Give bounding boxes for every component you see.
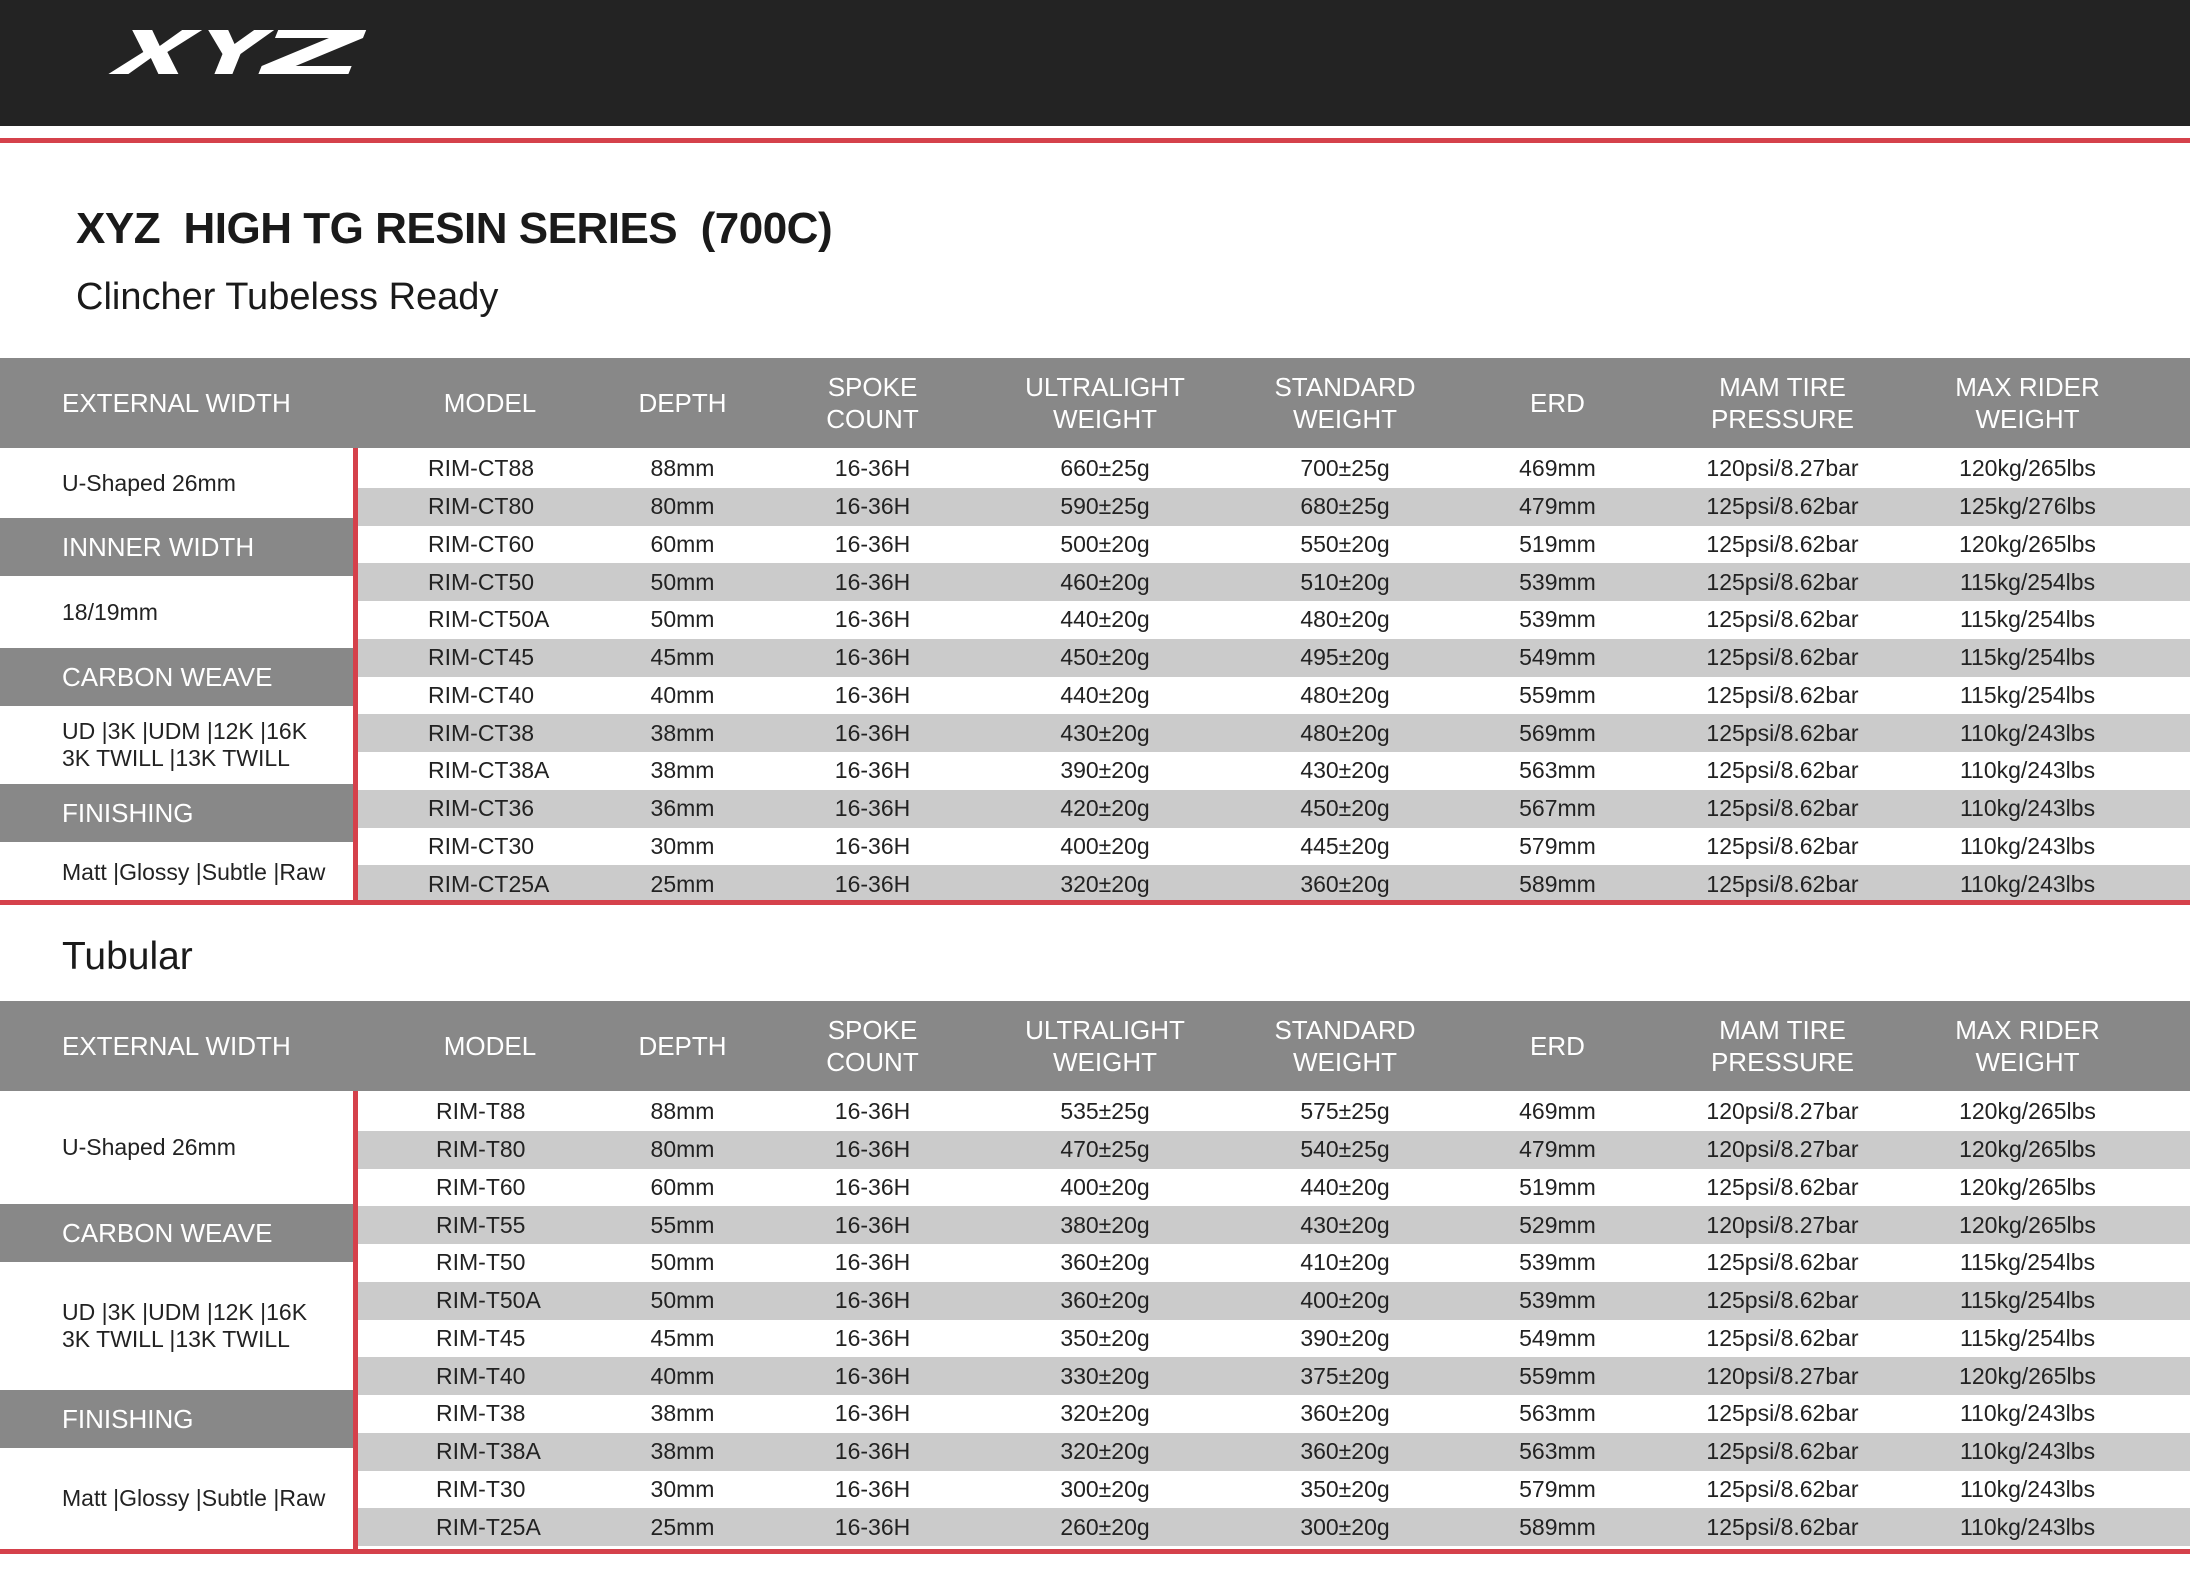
cell-standard-weight: 440±20g xyxy=(1300,1173,1390,1200)
cell-depth: 88mm xyxy=(650,1098,715,1125)
cell-ultralight-weight: 460±20g xyxy=(1060,568,1150,595)
cell-ultralight-weight: 450±20g xyxy=(1060,644,1150,671)
cell-max-rider-weight: 110kg/243lbs xyxy=(1959,1438,2096,1465)
col-standard-weight: STANDARD WEIGHT xyxy=(1274,1015,1416,1077)
cell-erd: 539mm xyxy=(1519,606,1596,633)
cell-erd: 479mm xyxy=(1519,1136,1596,1163)
table-row xyxy=(358,639,2190,677)
cell-spoke-count: 16-36H xyxy=(834,644,911,671)
cell-depth: 40mm xyxy=(650,681,715,708)
finishing-value: Matt |Glossy |Subtle |Raw xyxy=(0,842,353,903)
table-row xyxy=(358,1320,2190,1358)
cell-erd: 563mm xyxy=(1519,1438,1596,1465)
cell-standard-weight: 550±20g xyxy=(1300,530,1390,557)
col-ultralight-weight: ULTRALIGHT WEIGHT xyxy=(1025,372,1185,434)
cell-standard-weight: 680±25g xyxy=(1300,493,1390,520)
cell-spoke-count: 16-36H xyxy=(834,493,911,520)
cell-model: RIM-CT80 xyxy=(428,493,535,520)
carbon-weave-label: CARBON WEAVE xyxy=(0,648,353,706)
cell-ultralight-weight: 360±20g xyxy=(1060,1287,1150,1314)
col-max-rider-weight: MAX RIDER WEIGHT xyxy=(1955,1015,2100,1077)
table-row xyxy=(358,1508,2190,1546)
carbon-weave-value: UD |3K |UDM |12K |16K 3K TWILL |13K TWILL xyxy=(0,1262,353,1390)
cell-ultralight-weight: 380±20g xyxy=(1060,1211,1150,1238)
cell-depth: 60mm xyxy=(650,530,715,557)
cell-spoke-count: 16-36H xyxy=(834,719,911,746)
cell-mam-tire-pressure: 125psi/8.62bar xyxy=(1706,1400,1859,1427)
cell-ultralight-weight: 360±20g xyxy=(1060,1249,1150,1276)
cell-standard-weight: 400±20g xyxy=(1300,1287,1390,1314)
cell-mam-tire-pressure: 125psi/8.62bar xyxy=(1706,530,1859,557)
spec-sidebar xyxy=(0,1091,353,1549)
cell-model: RIM-CT38A xyxy=(428,757,550,784)
cell-erd: 539mm xyxy=(1519,568,1596,595)
cell-spoke-count: 16-36H xyxy=(834,1475,911,1502)
cell-spoke-count: 16-36H xyxy=(834,1249,911,1276)
spec-sidebar xyxy=(0,448,353,903)
cell-depth: 45mm xyxy=(650,1324,715,1351)
cell-depth: 38mm xyxy=(650,757,715,784)
cell-ultralight-weight: 320±20g xyxy=(1060,1400,1150,1427)
page-title: XYZ HIGH TG RESIN SERIES (700C) xyxy=(76,204,833,253)
cell-max-rider-weight: 110kg/243lbs xyxy=(1959,1513,2096,1540)
col-spoke-count: SPOKE COUNT xyxy=(826,1015,919,1077)
cell-max-rider-weight: 115kg/254lbs xyxy=(1959,606,2096,633)
col-erd: ERD xyxy=(1530,388,1585,418)
col-mam-tire-pressure: MAM TIRE PRESSURE xyxy=(1710,1015,1855,1077)
cell-depth: 38mm xyxy=(650,719,715,746)
cell-mam-tire-pressure: 125psi/8.62bar xyxy=(1706,1475,1859,1502)
cell-model: RIM-T50 xyxy=(436,1249,526,1276)
brand-header-bar xyxy=(0,0,2190,126)
cell-spoke-count: 16-36H xyxy=(834,568,911,595)
col-external-width: EXTERNAL WIDTH xyxy=(62,388,291,418)
cell-erd: 479mm xyxy=(1519,493,1596,520)
cell-ultralight-weight: 535±25g xyxy=(1060,1098,1150,1125)
inner-width-value: 18/19mm xyxy=(0,576,353,648)
cell-spoke-count: 16-36H xyxy=(834,795,911,822)
cell-erd: 569mm xyxy=(1519,719,1596,746)
cell-max-rider-weight: 110kg/243lbs xyxy=(1959,870,2096,897)
table-row xyxy=(358,526,2190,564)
cell-ultralight-weight: 440±20g xyxy=(1060,681,1150,708)
cell-mam-tire-pressure: 125psi/8.62bar xyxy=(1706,1287,1859,1314)
cell-ultralight-weight: 390±20g xyxy=(1060,757,1150,784)
cell-ultralight-weight: 350±20g xyxy=(1060,1324,1150,1351)
cell-max-rider-weight: 115kg/254lbs xyxy=(1959,681,2096,708)
cell-model: RIM-T88 xyxy=(436,1098,526,1125)
clincher-spec-table xyxy=(0,358,2190,903)
cell-erd: 589mm xyxy=(1519,1513,1596,1540)
carbon-weave-value: UD |3K |UDM |12K |16K 3K TWILL |13K TWILL xyxy=(0,706,353,784)
table-row xyxy=(358,601,2190,639)
cell-standard-weight: 700±25g xyxy=(1300,455,1390,482)
cell-erd: 579mm xyxy=(1519,832,1596,859)
cell-mam-tire-pressure: 125psi/8.62bar xyxy=(1706,1324,1859,1351)
cell-spoke-count: 16-36H xyxy=(834,1136,911,1163)
cell-mam-tire-pressure: 125psi/8.62bar xyxy=(1706,1249,1859,1276)
cell-ultralight-weight: 260±20g xyxy=(1060,1513,1150,1540)
cell-depth: 60mm xyxy=(650,1173,715,1200)
cell-erd: 469mm xyxy=(1519,455,1596,482)
cell-standard-weight: 360±20g xyxy=(1300,870,1390,897)
cell-spoke-count: 16-36H xyxy=(834,681,911,708)
cell-spoke-count: 16-36H xyxy=(834,455,911,482)
cell-depth: 50mm xyxy=(650,568,715,595)
cell-ultralight-weight: 440±20g xyxy=(1060,606,1150,633)
cell-mam-tire-pressure: 125psi/8.62bar xyxy=(1706,681,1859,708)
cell-ultralight-weight: 500±20g xyxy=(1060,530,1150,557)
cell-erd: 559mm xyxy=(1519,1362,1596,1389)
cell-depth: 80mm xyxy=(650,1136,715,1163)
cell-standard-weight: 480±20g xyxy=(1300,719,1390,746)
cell-erd: 519mm xyxy=(1519,530,1596,557)
cell-spoke-count: 16-36H xyxy=(834,1362,911,1389)
cell-mam-tire-pressure: 120psi/8.27bar xyxy=(1706,1136,1859,1163)
cell-standard-weight: 430±20g xyxy=(1300,1211,1390,1238)
cell-mam-tire-pressure: 125psi/8.62bar xyxy=(1706,493,1859,520)
cell-standard-weight: 540±25g xyxy=(1300,1136,1390,1163)
cell-depth: 88mm xyxy=(650,455,715,482)
col-external-width: EXTERNAL WIDTH xyxy=(62,1031,291,1061)
tubular-spec-table xyxy=(0,1001,2190,1549)
cell-ultralight-weight: 420±20g xyxy=(1060,795,1150,822)
cell-model: RIM-T80 xyxy=(436,1136,526,1163)
col-depth: DEPTH xyxy=(638,1031,727,1061)
cell-depth: 50mm xyxy=(650,1249,715,1276)
cell-ultralight-weight: 400±20g xyxy=(1060,1173,1150,1200)
cell-mam-tire-pressure: 125psi/8.62bar xyxy=(1706,644,1859,671)
inner-width-label: INNNER WIDTH xyxy=(0,518,353,576)
cell-model: RIM-T45 xyxy=(436,1324,526,1351)
cell-depth: 25mm xyxy=(650,1513,715,1540)
cell-model: RIM-T60 xyxy=(436,1173,526,1200)
cell-model: RIM-T38 xyxy=(436,1400,526,1427)
cell-model: RIM-CT30 xyxy=(428,832,535,859)
cell-mam-tire-pressure: 125psi/8.62bar xyxy=(1706,795,1859,822)
table-row xyxy=(358,828,2190,866)
cell-erd: 549mm xyxy=(1519,644,1596,671)
cell-model: RIM-CT40 xyxy=(428,681,535,708)
cell-depth: 45mm xyxy=(650,644,715,671)
col-max-rider-weight: MAX RIDER WEIGHT xyxy=(1955,372,2100,434)
cell-max-rider-weight: 115kg/254lbs xyxy=(1959,644,2096,671)
cell-erd: 563mm xyxy=(1519,1400,1596,1427)
table-row xyxy=(358,1433,2190,1471)
cell-ultralight-weight: 470±25g xyxy=(1060,1136,1150,1163)
cell-standard-weight: 350±20g xyxy=(1300,1475,1390,1502)
cell-ultralight-weight: 330±20g xyxy=(1060,1362,1150,1389)
cell-mam-tire-pressure: 125psi/8.62bar xyxy=(1706,568,1859,595)
cell-max-rider-weight: 120kg/265lbs xyxy=(1959,1098,2096,1125)
table-row xyxy=(358,488,2190,526)
finishing-label: FINISHING xyxy=(0,1390,353,1448)
cell-model: RIM-T55 xyxy=(436,1211,526,1238)
header-divider-line xyxy=(0,138,2190,143)
cell-spoke-count: 16-36H xyxy=(834,1173,911,1200)
cell-spoke-count: 16-36H xyxy=(834,1400,911,1427)
table-row xyxy=(358,865,2190,903)
cell-max-rider-weight: 110kg/243lbs xyxy=(1959,1475,2096,1502)
cell-mam-tire-pressure: 120psi/8.27bar xyxy=(1706,1211,1859,1238)
cell-standard-weight: 360±20g xyxy=(1300,1400,1390,1427)
cell-max-rider-weight: 120kg/265lbs xyxy=(1959,1362,2096,1389)
cell-depth: 50mm xyxy=(650,1287,715,1314)
cell-standard-weight: 480±20g xyxy=(1300,606,1390,633)
cell-max-rider-weight: 120kg/265lbs xyxy=(1959,1173,2096,1200)
cell-ultralight-weight: 300±20g xyxy=(1060,1475,1150,1502)
table-row xyxy=(358,450,2190,488)
cell-mam-tire-pressure: 120psi/8.27bar xyxy=(1706,455,1859,482)
col-depth: DEPTH xyxy=(638,388,727,418)
cell-max-rider-weight: 115kg/254lbs xyxy=(1959,1249,2096,1276)
cell-erd: 529mm xyxy=(1519,1211,1596,1238)
finishing-value: Matt |Glossy |Subtle |Raw xyxy=(0,1448,353,1549)
cell-standard-weight: 410±20g xyxy=(1300,1249,1390,1276)
cell-spoke-count: 16-36H xyxy=(834,832,911,859)
footer-divider-line xyxy=(0,1549,2190,1554)
col-standard-weight: STANDARD WEIGHT xyxy=(1274,372,1416,434)
cell-erd: 539mm xyxy=(1519,1249,1596,1276)
cell-mam-tire-pressure: 120psi/8.27bar xyxy=(1706,1362,1859,1389)
cell-depth: 38mm xyxy=(650,1438,715,1465)
cell-model: RIM-CT25A xyxy=(428,870,550,897)
cell-max-rider-weight: 115kg/254lbs xyxy=(1959,1324,2096,1351)
cell-model: RIM-CT45 xyxy=(428,644,535,671)
section-divider-line xyxy=(0,900,2190,905)
table-row xyxy=(358,677,2190,715)
cell-standard-weight: 445±20g xyxy=(1300,832,1390,859)
cell-mam-tire-pressure: 125psi/8.62bar xyxy=(1706,832,1859,859)
col-model: MODEL xyxy=(443,1031,537,1061)
cell-erd: 567mm xyxy=(1519,795,1596,822)
cell-mam-tire-pressure: 125psi/8.62bar xyxy=(1706,757,1859,784)
cell-ultralight-weight: 660±25g xyxy=(1060,455,1150,482)
cell-standard-weight: 450±20g xyxy=(1300,795,1390,822)
cell-erd: 589mm xyxy=(1519,870,1596,897)
table-header xyxy=(0,1001,2190,1091)
cell-depth: 25mm xyxy=(650,870,715,897)
cell-depth: 55mm xyxy=(650,1211,715,1238)
table-header xyxy=(0,358,2190,448)
cell-standard-weight: 430±20g xyxy=(1300,757,1390,784)
table-row xyxy=(358,1206,2190,1244)
cell-ultralight-weight: 590±25g xyxy=(1060,493,1150,520)
cell-model: RIM-CT38 xyxy=(428,719,535,746)
xyz-logo xyxy=(105,28,370,76)
cell-ultralight-weight: 320±20g xyxy=(1060,870,1150,897)
page-subtitle: Clincher Tubeless Ready xyxy=(76,276,499,318)
cell-mam-tire-pressure: 120psi/8.27bar xyxy=(1706,1098,1859,1125)
table-row xyxy=(358,714,2190,752)
cell-depth: 40mm xyxy=(650,1362,715,1389)
cell-erd: 579mm xyxy=(1519,1475,1596,1502)
cell-standard-weight: 390±20g xyxy=(1300,1324,1390,1351)
table-row xyxy=(358,1395,2190,1433)
cell-spoke-count: 16-36H xyxy=(834,1098,911,1125)
table-row xyxy=(358,752,2190,790)
cell-erd: 563mm xyxy=(1519,757,1596,784)
col-model: MODEL xyxy=(443,388,537,418)
cell-erd: 559mm xyxy=(1519,681,1596,708)
table-row xyxy=(358,1357,2190,1395)
table-row xyxy=(358,1131,2190,1169)
cell-spoke-count: 16-36H xyxy=(834,606,911,633)
cell-spoke-count: 16-36H xyxy=(834,1513,911,1540)
cell-model: RIM-T50A xyxy=(436,1287,541,1314)
cell-model: RIM-CT88 xyxy=(428,455,535,482)
cell-model: RIM-T38A xyxy=(436,1438,541,1465)
cell-depth: 80mm xyxy=(650,493,715,520)
cell-ultralight-weight: 430±20g xyxy=(1060,719,1150,746)
cell-depth: 38mm xyxy=(650,1400,715,1427)
finishing-label: FINISHING xyxy=(0,784,353,842)
cell-spoke-count: 16-36H xyxy=(834,1438,911,1465)
cell-depth: 30mm xyxy=(650,1475,715,1502)
external-width-value: U-Shaped 26mm xyxy=(0,1091,353,1204)
cell-spoke-count: 16-36H xyxy=(834,1324,911,1351)
cell-standard-weight: 510±20g xyxy=(1300,568,1390,595)
cell-mam-tire-pressure: 125psi/8.62bar xyxy=(1706,1173,1859,1200)
tubular-rows xyxy=(358,1093,2190,1546)
cell-max-rider-weight: 110kg/243lbs xyxy=(1959,795,2096,822)
cell-erd: 469mm xyxy=(1519,1098,1596,1125)
clincher-rows xyxy=(358,450,2190,903)
cell-erd: 549mm xyxy=(1519,1324,1596,1351)
cell-spoke-count: 16-36H xyxy=(834,1287,911,1314)
cell-model: RIM-CT36 xyxy=(428,795,535,822)
external-width-value: U-Shaped 26mm xyxy=(0,448,353,518)
table-row xyxy=(358,1169,2190,1207)
cell-standard-weight: 300±20g xyxy=(1300,1513,1390,1540)
table-row xyxy=(358,1282,2190,1320)
cell-max-rider-weight: 110kg/243lbs xyxy=(1959,832,2096,859)
cell-spoke-count: 16-36H xyxy=(834,870,911,897)
cell-ultralight-weight: 320±20g xyxy=(1060,1438,1150,1465)
col-erd: ERD xyxy=(1530,1031,1585,1061)
cell-model: RIM-T30 xyxy=(436,1475,526,1502)
table-row xyxy=(358,1471,2190,1509)
cell-model: RIM-T25A xyxy=(436,1513,541,1540)
cell-erd: 519mm xyxy=(1519,1173,1596,1200)
cell-max-rider-weight: 120kg/265lbs xyxy=(1959,455,2096,482)
cell-standard-weight: 480±20g xyxy=(1300,681,1390,708)
cell-standard-weight: 375±20g xyxy=(1300,1362,1390,1389)
cell-mam-tire-pressure: 125psi/8.62bar xyxy=(1706,870,1859,897)
cell-max-rider-weight: 110kg/243lbs xyxy=(1959,1400,2096,1427)
cell-mam-tire-pressure: 125psi/8.62bar xyxy=(1706,719,1859,746)
col-mam-tire-pressure: MAM TIRE PRESSURE xyxy=(1710,372,1855,434)
cell-max-rider-weight: 110kg/243lbs xyxy=(1959,757,2096,784)
cell-model: RIM-T40 xyxy=(436,1362,526,1389)
table-row xyxy=(358,790,2190,828)
carbon-weave-label: CARBON WEAVE xyxy=(0,1204,353,1262)
cell-erd: 539mm xyxy=(1519,1287,1596,1314)
cell-standard-weight: 495±20g xyxy=(1300,644,1390,671)
col-ultralight-weight: ULTRALIGHT WEIGHT xyxy=(1025,1015,1185,1077)
cell-max-rider-weight: 110kg/243lbs xyxy=(1959,719,2096,746)
cell-model: RIM-CT50 xyxy=(428,568,535,595)
cell-mam-tire-pressure: 125psi/8.62bar xyxy=(1706,606,1859,633)
cell-depth: 30mm xyxy=(650,832,715,859)
cell-mam-tire-pressure: 125psi/8.62bar xyxy=(1706,1438,1859,1465)
cell-mam-tire-pressure: 125psi/8.62bar xyxy=(1706,1513,1859,1540)
table-row xyxy=(358,1244,2190,1282)
cell-max-rider-weight: 115kg/254lbs xyxy=(1959,1287,2096,1314)
cell-standard-weight: 575±25g xyxy=(1300,1098,1390,1125)
cell-ultralight-weight: 400±20g xyxy=(1060,832,1150,859)
col-spoke-count: SPOKE COUNT xyxy=(826,372,919,434)
cell-depth: 36mm xyxy=(650,795,715,822)
table-row xyxy=(358,563,2190,601)
cell-max-rider-weight: 120kg/265lbs xyxy=(1959,530,2096,557)
cell-spoke-count: 16-36H xyxy=(834,757,911,784)
tubular-section-title: Tubular xyxy=(62,935,193,978)
cell-max-rider-weight: 120kg/265lbs xyxy=(1959,1136,2096,1163)
cell-max-rider-weight: 125kg/276lbs xyxy=(1959,493,2096,520)
cell-max-rider-weight: 120kg/265lbs xyxy=(1959,1211,2096,1238)
cell-model: RIM-CT50A xyxy=(428,606,550,633)
cell-spoke-count: 16-36H xyxy=(834,1211,911,1238)
cell-spoke-count: 16-36H xyxy=(834,530,911,557)
table-row xyxy=(358,1093,2190,1131)
cell-standard-weight: 360±20g xyxy=(1300,1438,1390,1465)
cell-max-rider-weight: 115kg/254lbs xyxy=(1959,568,2096,595)
cell-depth: 50mm xyxy=(650,606,715,633)
cell-model: RIM-CT60 xyxy=(428,530,535,557)
